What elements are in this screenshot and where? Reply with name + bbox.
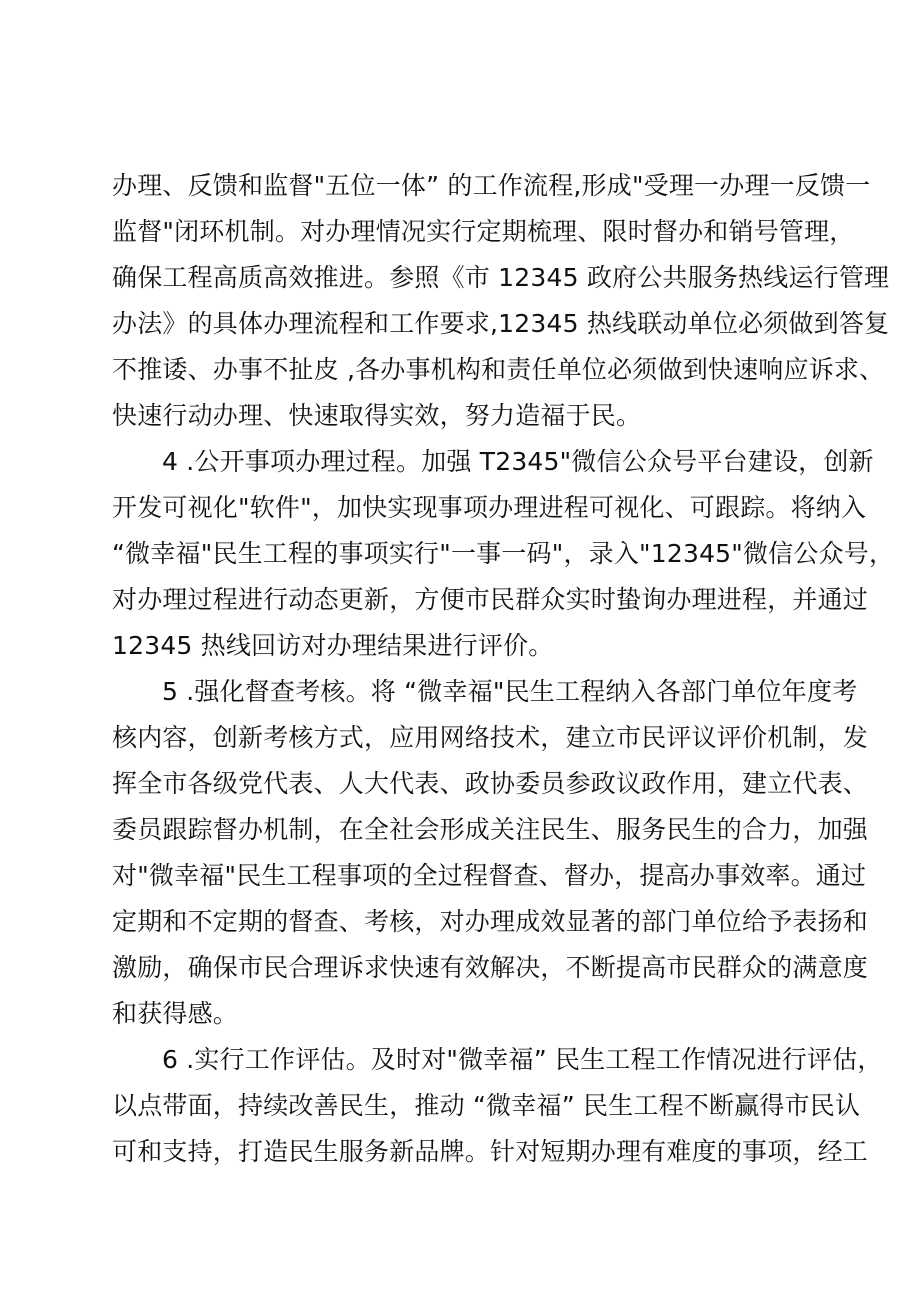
text-line: 办理、反馈和监督"五位一体” 的工作流程,形成"受理一办理一反馈一 [112, 171, 871, 200]
text-line: 对办理过程进行动态更新，方便市民群众实时蛰询办理进程，并通过 [112, 585, 869, 614]
text-line: 激励，确保市民合理诉求快速有效解决，不断提高市民群众的满意度 [112, 953, 869, 982]
paragraph-4-heading: 4 .公开事项办理过程。加强 T2345"微信公众号平台建设，创新 [162, 447, 874, 476]
text-line: 办法》的具体办理流程和工作要求,12345 热线联动单位必须做到答复 [112, 309, 890, 338]
text-line: 和获得感。 [112, 999, 239, 1028]
paragraph-5-heading: 5 .强化督查考核。将 “微幸福"民生工程纳入各部门单位年度考 [162, 677, 858, 706]
text-line: 定期和不定期的督查、考核，对办理成效显著的部门单位给予表扬和 [112, 907, 869, 936]
text-line: 确保工程高质高效推进。参照《市 12345 政府公共服务热线运行管理 [112, 263, 890, 292]
text-line: 12345 热线回访对办理结果进行评价。 [112, 631, 554, 660]
text-line: “微幸福"民生工程的事项实行"一事一码"，录入"12345"微信公众号， [112, 539, 895, 568]
text-line: 委员跟踪督办机制，在全社会形成关注民生、服务民生的合力，加强 [112, 815, 869, 844]
text-line: 可和支持，打造民生服务新品牌。针对短期办理有难度的事项，经工 [112, 1137, 869, 1166]
text-line: 开发可视化"软件"，加快实现事项办理进程可视化、可跟踪。将纳入 [112, 493, 867, 522]
text-line: 以点带面，持续改善民生，推动 “微幸福” 民生工程不断赢得市民认 [112, 1091, 861, 1120]
text-line: 核内容，创新考核方式，应用网络技术，建立市民评议评价机制，发 [112, 723, 869, 752]
text-line: 不推诿、办事不扯皮 ,各办事机构和责任单位必须做到快速响应诉求、 [112, 355, 885, 384]
paragraph-6-heading: 6 .实行工作评估。及时对"微幸福” 民生工程工作情况进行评估， [162, 1045, 883, 1074]
text-line: 挥全市各级党代表、人大代表、政协委员参政议政作用，建立代表、 [112, 769, 869, 798]
text-line: 对"微幸福"民生工程事项的全过程督查、督办，提高办事效率。通过 [112, 861, 867, 890]
text-line: 快速行动办理、快速取得实效，努力造福于民。 [112, 401, 642, 430]
text-line: 监督"闭环机制。对办理情况实行定期梳理、限时督办和销号管理， [112, 217, 855, 246]
